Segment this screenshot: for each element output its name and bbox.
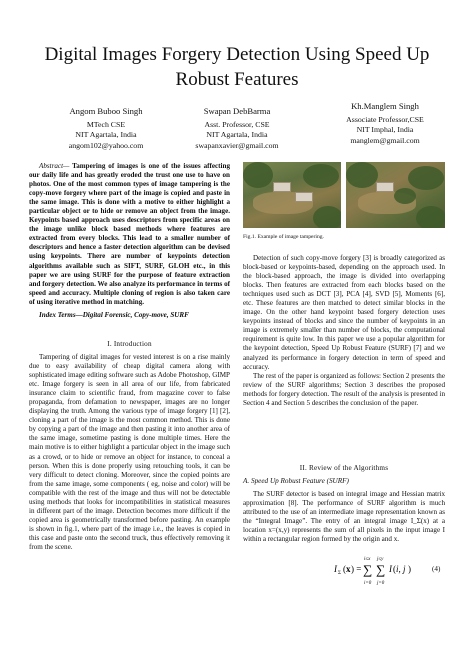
svg-text:x: x <box>346 564 351 574</box>
figure-1 <box>243 162 445 228</box>
paper-title <box>0 42 474 92</box>
author-role: Associate Professor,CSE <box>346 114 424 124</box>
original-image <box>243 162 341 228</box>
author-block-2 <box>170 106 304 151</box>
left-column <box>29 162 230 307</box>
section-heading-introduction: I. Introduction <box>107 340 152 348</box>
svg-text:∑: ∑ <box>363 562 373 577</box>
index-terms-text: —Digital Forensic, Copy-move, SURF <box>75 311 189 319</box>
right-column <box>243 254 445 408</box>
author-affiliation: NIT Imphal, India <box>356 125 414 135</box>
abstract <box>29 162 230 307</box>
author-role: Asst. Professor, CSE <box>204 119 270 129</box>
author-name: Angom Buboo Singh <box>69 106 143 116</box>
title-line-1: Digital Images Forgery Detection Using Speed Up <box>44 44 430 65</box>
author-block-3 <box>318 101 452 146</box>
svg-text:j=0: j=0 <box>377 581 385 586</box>
svg-text:j≤y: j≤y <box>377 557 384 562</box>
svg-text:) =: ) = <box>351 564 362 574</box>
svg-text:(: ( <box>343 564 346 574</box>
intro-paragraph: Tampering of digital images for vested interest is on a rise mainly due to easy availability of cheap digital camera along with sophisticated image editing software such as Adobe Photoshop, GIMP etc. Image forgery is seen in all area of our life, from fabricated insurance claim to scientific fraud, from magazine cover to false propaganda, from defamation to newspaper, images are no longer displaying the truth. Among the various type of image forgery [1] [2], cloning a part of the image is the most common method. This is done by copying a part of the image and then pasting it into another area of the same image, sometime pasting is done multiple times. Here the main motive is to either highlight a particular object in the image such as a crowd, or to hide or remove an object for instance, to conceal a person. When this is done properly using retouching tools, it can be very difficult to detect cloning. Moreover, since the copied points are from the same image, some components ( eg, noise and color) will be compatible with the rest of the image and thus will not be detectable using methods that looks for incompatibilities in statistical measures in different part of the image. Detection becomes more difficult if the copied area is geometrically transformed before pasting. An example is shown in fig.1, where part of the image i.e., the leaves is copied in this case and paste onto the second truck, thus effectively removing it from the scene. <box>29 353 230 551</box>
section-heading-review: II. Review of the Algorithms <box>299 464 389 472</box>
figure-caption: Fig.1. Example of image tampering. <box>243 234 324 240</box>
author-name: Swapan DebBarma <box>203 106 271 116</box>
author-email: swapanxavier@gmail.com <box>195 140 279 150</box>
svg-text:i, j: i, j <box>396 564 406 574</box>
svg-text:I: I <box>334 564 337 574</box>
tampered-image <box>346 162 445 228</box>
svg-text:): ) <box>408 564 411 574</box>
abstract-lead: Abstract— <box>39 162 70 170</box>
svg-text:I: I <box>389 564 392 574</box>
author-role: MTech CSE <box>86 119 126 129</box>
equation-number: (4) <box>432 565 441 573</box>
svg-text:Σ: Σ <box>338 571 341 576</box>
index-terms-lead: Index Terms <box>39 311 76 319</box>
right-paragraph-1: Detection of such copy-move forgery [3] is broadly categorized as block-based or keypoints-based, depending on the approach used. In the block-based approach, the image is divided into overlapping blocks. Then features are extracted from each blocks based on the techniques used such as DCT [3], PCA [4], SVD [5], Moments [6], etc. These features are then matched to detect similar blocks in the image. On the other hand keypoint based forgery detection uses keypoints instead of blocks and since the number of keypoints in an image is extremely smaller than number of blocks, the computational requirement is quite low. In this paper we use a popular algorithm for the keypoint detection, Speed Up Robust Feature (SURF) [7] and we analyzed its performance in forgery detection in term of speed and accuracy. <box>243 254 445 371</box>
integral-image-equation <box>334 552 414 588</box>
surf-body <box>243 490 445 544</box>
svg-text:(: ( <box>393 564 396 574</box>
author-name: Kh.Manglem Singh <box>351 101 419 111</box>
author-block-1 <box>36 106 176 151</box>
right-paragraph-2: The rest of the paper is organized as follows: Section 2 presents the review of the SURF algorithms; Section 3 describes the proposed methods for forgery detection. The result of the analysis is presented in Section 4 and Section 5 describes the conclusion of the paper. <box>243 371 445 407</box>
title-line-2: Robust Features <box>175 69 299 90</box>
author-affiliation: NIT Agartala, India <box>206 130 268 140</box>
svg-text:∑: ∑ <box>376 562 386 577</box>
subsection-heading-surf: A. Speed Up Robust Feature (SURF) <box>243 477 349 485</box>
intro-body <box>29 353 230 552</box>
svg-text:i≤x: i≤x <box>364 557 371 562</box>
svg-text:i=0: i=0 <box>364 581 372 586</box>
abstract-text: Tampering of images is one of the issues affecting our daily life and has greatly eroded the trust one use to have on photos. One of the most common types of image tampering is the copy-move forgery where part of the image is copied and paste in the same image. This is done with a motive to either highlight a particular object or to hide or remove an object from the image. Keypoints based approach uses descriptors from specific areas on the image unlike block based methods where features are extracted from every blocks. This lead to a smaller number of descriptors and hence a faster detection algorithm can be devised using keypoints. There are number of keypoints detection algorithms available such as SIFT, SURF, GLOH etc., in this paper we are using SURF for the purpose of feature extraction and forgery detection. We also analyze its performance in terms of speed and accuracy. Multiple cloning of region is also taken care of using iterative method in matching. <box>29 162 230 306</box>
author-email: manglem@gmail.com <box>350 135 420 145</box>
author-email: angom102@yahoo.com <box>68 140 144 150</box>
author-affiliation: NIT Agartala, India <box>75 130 137 140</box>
index-terms <box>29 311 230 320</box>
surf-paragraph: The SURF detector is based on integral image and Hessian matrix approximation [8]. The performance of SURF algorithm is much attributed to the use of an intermediate image representation known as the “Integral Image”. The entry of an integral image I_Σ(x) at a location x=(x,y) represents the sum of all pixels in the input image I within a rectangular region formed by the origin and x. <box>243 490 445 544</box>
